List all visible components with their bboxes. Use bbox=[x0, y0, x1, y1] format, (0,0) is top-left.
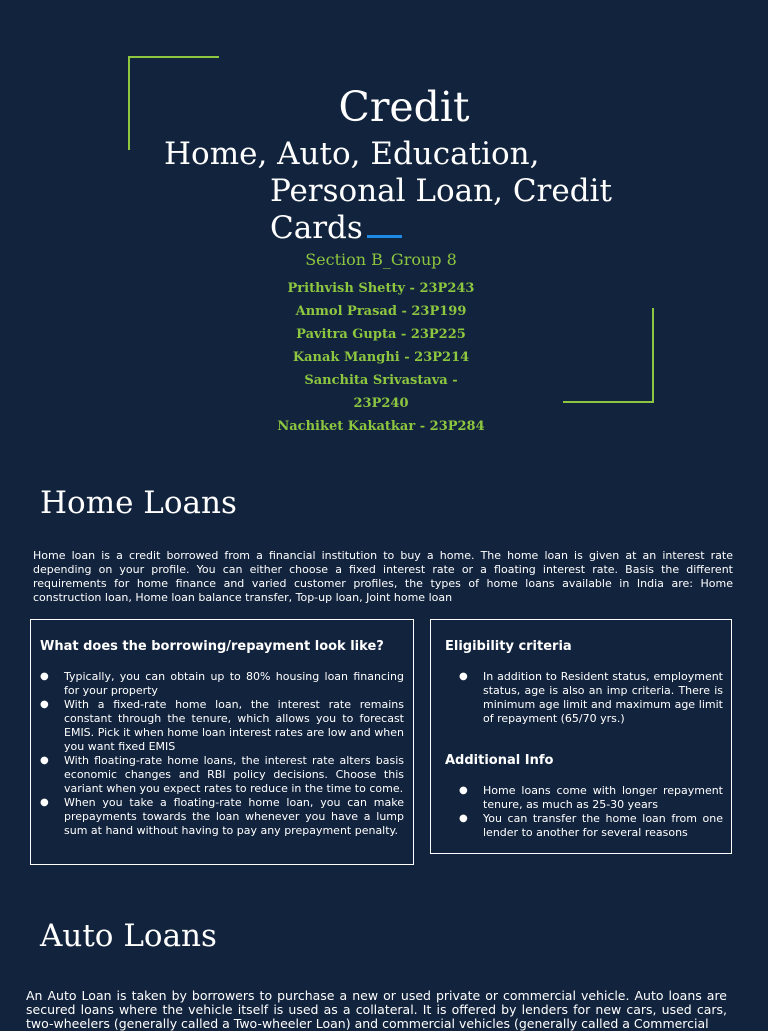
repayment-box bbox=[30, 619, 414, 865]
eligibility-box bbox=[430, 619, 732, 854]
list-item: ● With floating-rate home loans, the interest rate alters basis economic changes and RBI policy decisions. Choose this variant when you expect rates to reduce in the time to come. bbox=[40, 754, 404, 796]
page-title: Credit bbox=[338, 83, 470, 131]
member-item: Anmol Prasad - 23P199 bbox=[295, 304, 467, 319]
list-item: ● In addition to Resident status, employment status, age is also an imp criteria. There is minimum age limit and maximum age limit of repayment (65/70 yrs.) bbox=[459, 670, 723, 726]
subtitle-line: Home, Auto, Education, bbox=[164, 136, 540, 172]
member-item: Sanchita Srivastava - bbox=[304, 373, 458, 388]
home-loans-heading: Home Loans bbox=[40, 485, 237, 521]
home-loans-intro: Home loan is a credit borrowed from a financial institution to buy a home. The home loan is given at an interest rate depending on your profile. You can either choose a fixed interest rate or a floating interest rate. Basis the different requirements for home finance and varied customer profiles, the types of home loans available in India are: Home construction loan, Home loan balance transfer, Top-up loan, Joint home loan bbox=[33, 549, 733, 604]
subtitle-line: Cards bbox=[270, 210, 363, 246]
member-item: Kanak Manghi - 23P214 bbox=[292, 350, 470, 365]
list-item: ● Home loans come with longer repayment tenure, as much as 25-30 years bbox=[459, 784, 723, 812]
subtitle-line: Personal Loan, Credit bbox=[270, 173, 612, 209]
list-item: ● When you take a floating-rate home loan, you can make prepayments towards the loan whenever you have a lump sum at hand without having to pay any prepayment penalty. bbox=[40, 796, 404, 838]
member-item: Pavitra Gupta - 23P225 bbox=[296, 327, 466, 342]
section-label: Section B_Group 8 bbox=[305, 250, 457, 269]
repayment-box-title: What does the borrowing/repayment look like? bbox=[40, 639, 384, 654]
auto-loans-heading: Auto Loans bbox=[40, 918, 217, 954]
list-item: ● Typically, you can obtain up to 80% housing loan financing for your property bbox=[40, 670, 404, 698]
list-item: ● You can transfer the home loan from one lender to another for several reasons bbox=[459, 812, 723, 840]
auto-loans-intro: An Auto Loan is taken by borrowers to purchase a new or used private or commercial vehicle. Auto loans are secured loans where the vehicle itself is used as a collateral. It is offered by lenders for new cars, used cars, two-wheelers (generally called a Two-wheeler Loan) and commercial vehicles (generally called a Commercial bbox=[26, 988, 727, 1031]
eligibility-title: Eligibility criteria bbox=[445, 639, 572, 654]
member-item: 23P240 bbox=[353, 396, 409, 411]
eligibility-bullet-list bbox=[459, 670, 723, 726]
list-item: ● With a fixed-rate home loan, the interest rate remains constant through the tenure, which allows you to forecast EMIS. Pick it when home loan interest rates are low and when you want fixed EMIS bbox=[40, 698, 404, 754]
member-list bbox=[0, 277, 762, 438]
member-item: Nachiket Kakatkar - 23P284 bbox=[277, 419, 485, 434]
decorative-corner-line bbox=[128, 56, 219, 58]
additional-info-bullet-list bbox=[459, 784, 723, 840]
repayment-bullet-list bbox=[40, 670, 404, 838]
additional-info-title: Additional Info bbox=[445, 753, 554, 768]
decorative-underline bbox=[367, 235, 402, 238]
member-item: Prithvish Shetty - 23P243 bbox=[287, 281, 475, 296]
